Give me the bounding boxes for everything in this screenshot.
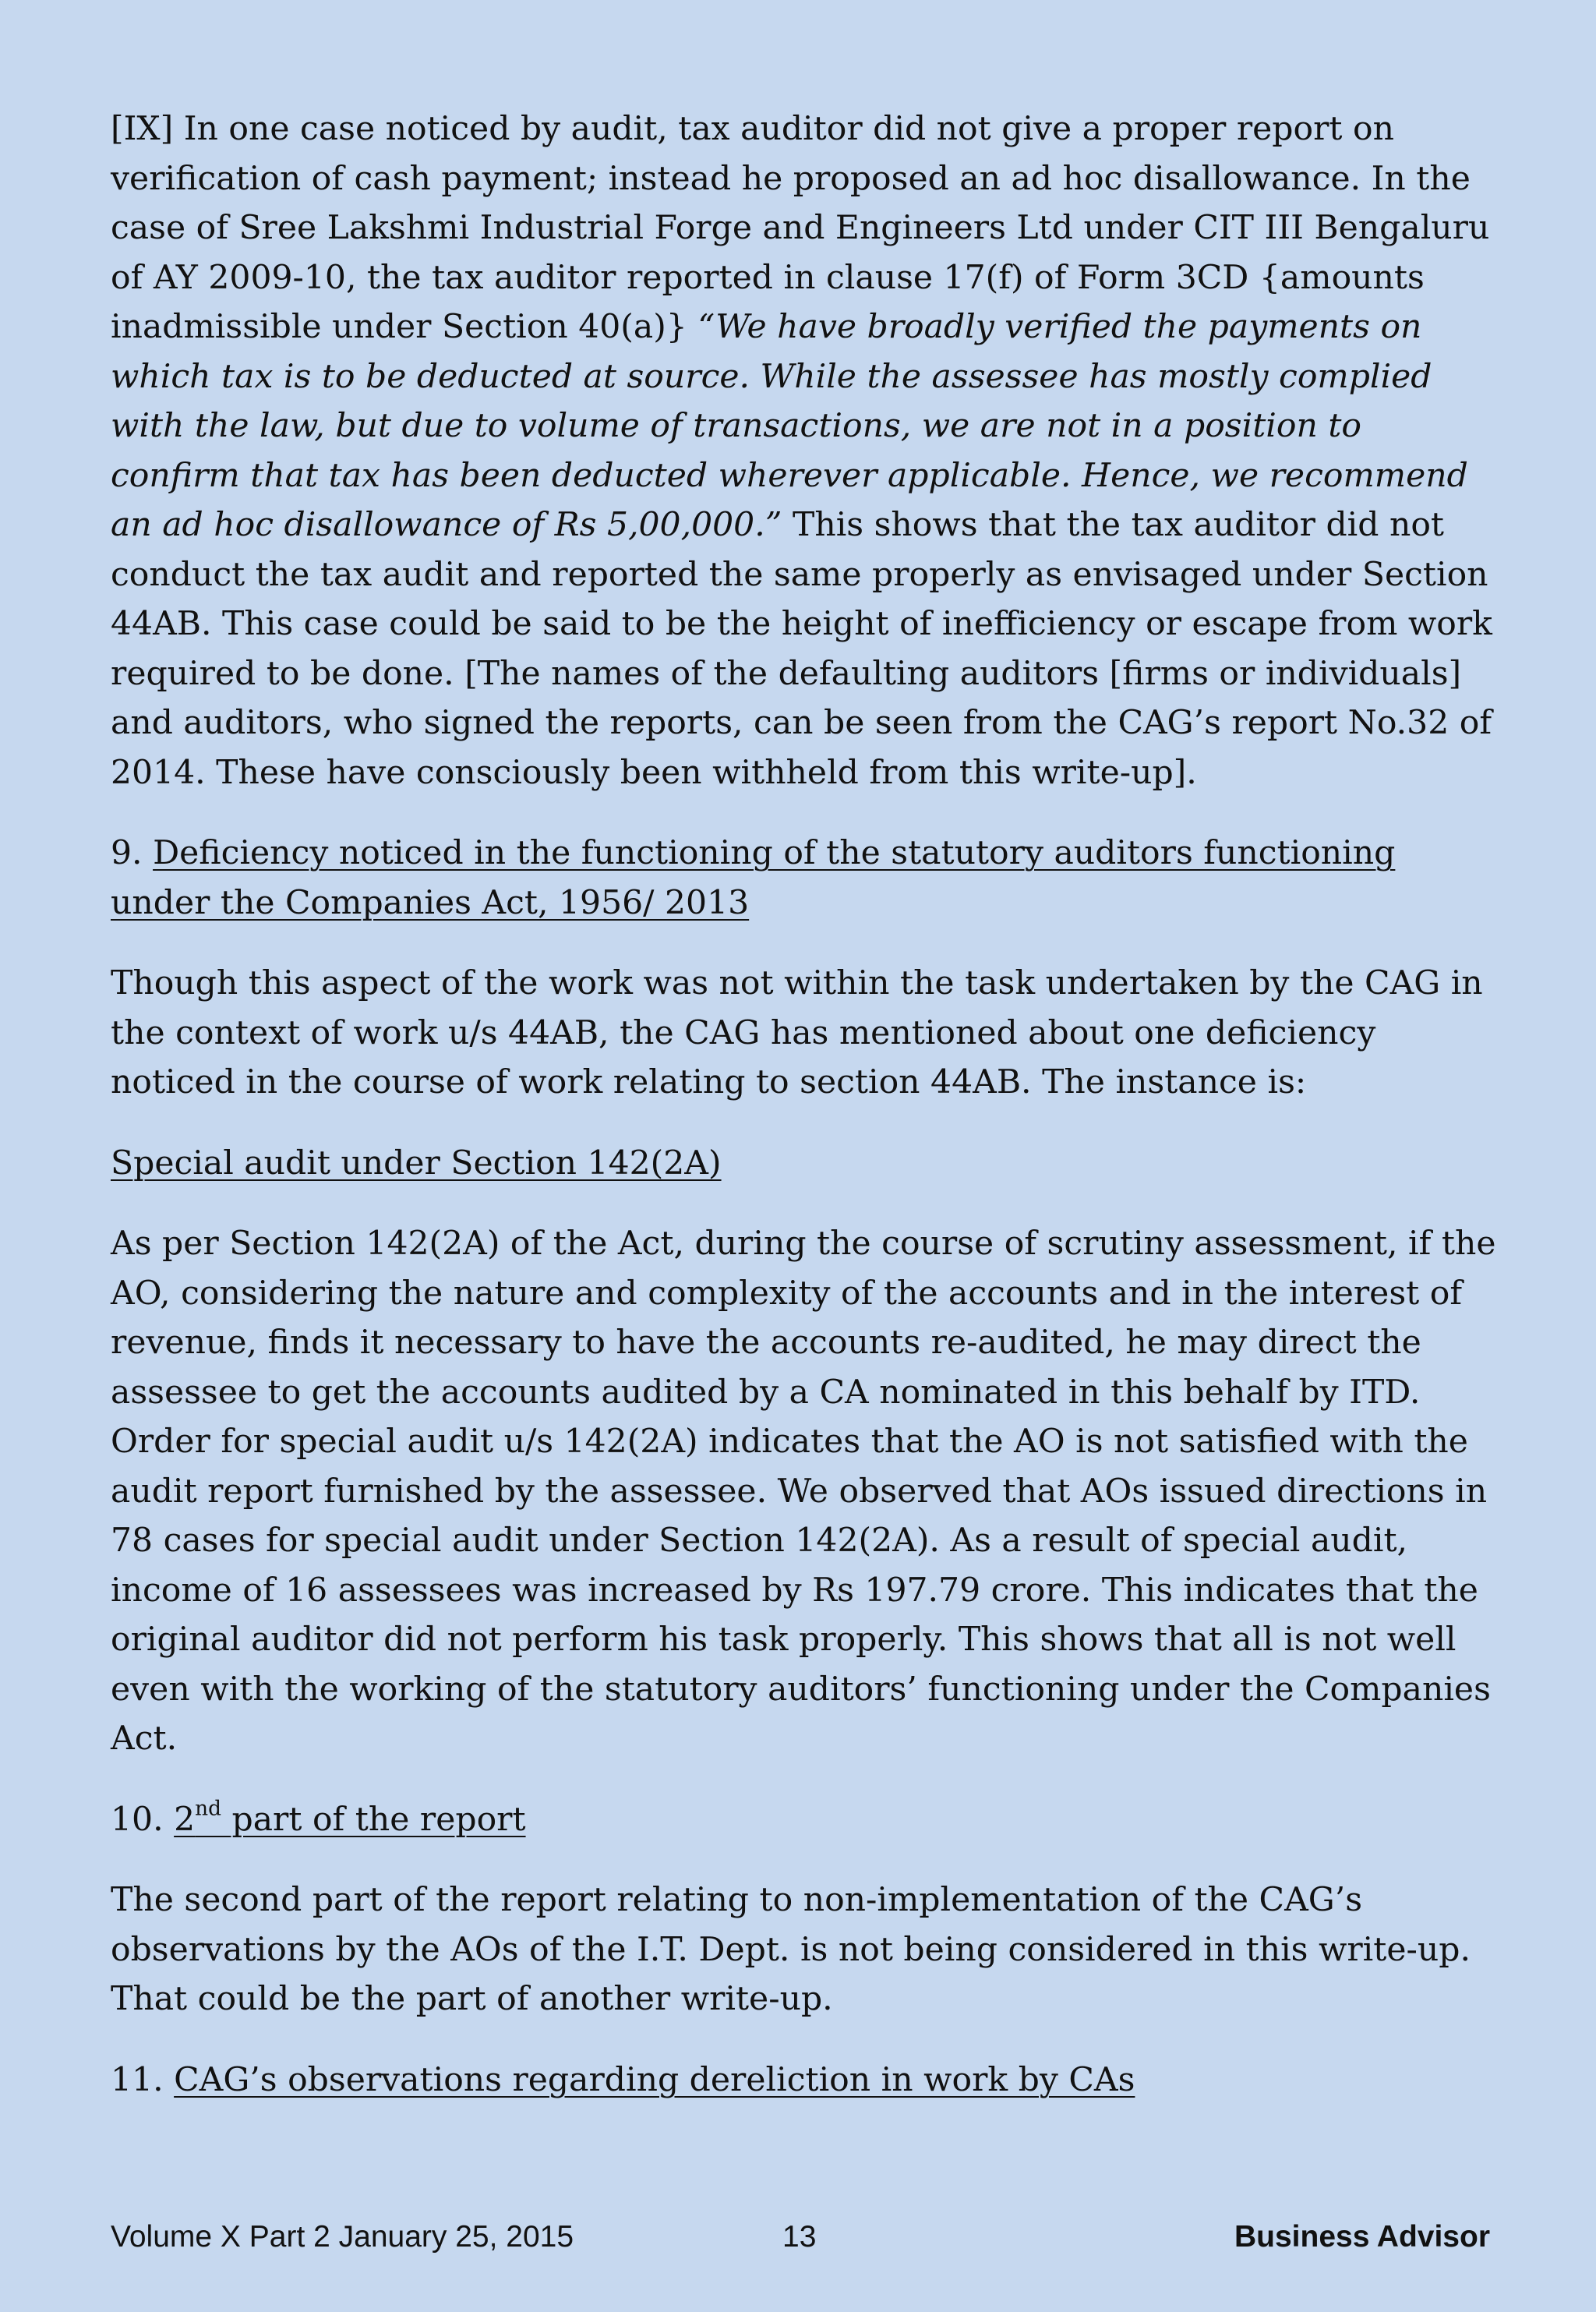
section-10-title-rest: part of the report: [221, 1800, 526, 1839]
paragraph-ix: [111, 104, 1498, 797]
section-9-heading: [111, 829, 1498, 928]
section-11-number: 11.: [111, 2060, 175, 2099]
section-11-title: CAG’s observations regarding dereliction in work by CAs: [174, 2060, 1135, 2099]
special-audit-title: Special audit under Section 142(2A): [111, 1144, 722, 1183]
section-9-title: Deficiency noticed in the functioning of the statutory auditors functioning under the Companies Act, 1956/ 2013: [111, 834, 1396, 922]
section-10-title-sup: nd: [195, 1796, 221, 1820]
paragraph-ix-conclusion: This shows that the tax auditor did not conduct the tax audit and reported the same properly as envisaged under Section 44AB. This case could be said to be the height of inefficiency or escape from work required to be done. [The names of the defaulting auditors [firms or individuals] and auditors, who signed the reports, can be seen from the CAG’s report No.32 of 2014. These have consciously been withheld from this write-up].: [111, 506, 1492, 792]
footer-volume-date: Volume X Part 2 January 25, 2015: [111, 2220, 574, 2254]
section-10-number: 10.: [111, 1800, 175, 1839]
document-body: [111, 104, 1498, 2136]
section-10-title-num: 2: [174, 1800, 196, 1839]
footer-page-number: 13: [782, 2220, 817, 2254]
section-11-heading: [111, 2056, 1498, 2105]
special-audit-heading: [111, 1139, 1498, 1189]
section-9-intro: Though this aspect of the work was not within the task undertaken by the CAG in the context of work u/s 44AB, the CAG has mentioned about one deficiency noticed in the course of work relating to section 44AB. The instance is:: [111, 964, 1483, 1101]
special-audit-paragraph: As per Section 142(2A) of the Act, during the course of scrutiny assessment, if the AO, considering the nature and complexity of the accounts and in the interest of revenue, finds it necessary to have the accounts re-audited, he may direct the assessee to get the accounts audited by a CA nominated in this behalf by ITD. Order for special audit u/s 142(2A) indicates that the AO is not satisfied with the audit report furnished by the assessee. We observed that AOs issued directions in 78 cases for special audit under Section 142(2A). As a result of special audit, income of 16 assessees was increased by Rs 197.79 crore. This indicates that the original auditor did not perform his task properly. This shows that all is not well even with the working of the statutory auditors’ functioning under the Companies Act.: [111, 1225, 1496, 1758]
section-9-number: 9.: [111, 834, 154, 872]
paragraph-ix-text: [IX] In one case noticed by audit, tax auditor did not give a proper report on verification of cash payment; instead he proposed an ad hoc disallowance. In the case of Sree Lakshmi Industrial Forge and Engineers Ltd under CIT III Bengaluru of AY 2009-10, the tax auditor reported in clause 17(f) of Form 3CD {amounts inadmissible under Section 40(a)}: [111, 110, 1490, 346]
section-10-title: [174, 1796, 526, 1839]
section-10-paragraph: The second part of the report relating to non-implementation of the CAG’s observations by the AOs of the I.T. Dept. is not being considered in this write-up. That could be the part of another write-up.: [111, 1881, 1471, 2018]
footer-publication-name: Business Advisor: [1234, 2220, 1490, 2254]
section-10-heading: [111, 1795, 1498, 1845]
page-footer: [111, 2220, 1490, 2259]
auditor-quote: “We have broadly verified the payments on which tax is to be deducted at source. While the assessee has mostly complied with the law, but due to volume of transactions, we are not in a position to confirm that tax has been deducted wherever applicable. Hence, we recommend an ad hoc disallowance of Rs 5,00,000.”: [111, 308, 1468, 544]
